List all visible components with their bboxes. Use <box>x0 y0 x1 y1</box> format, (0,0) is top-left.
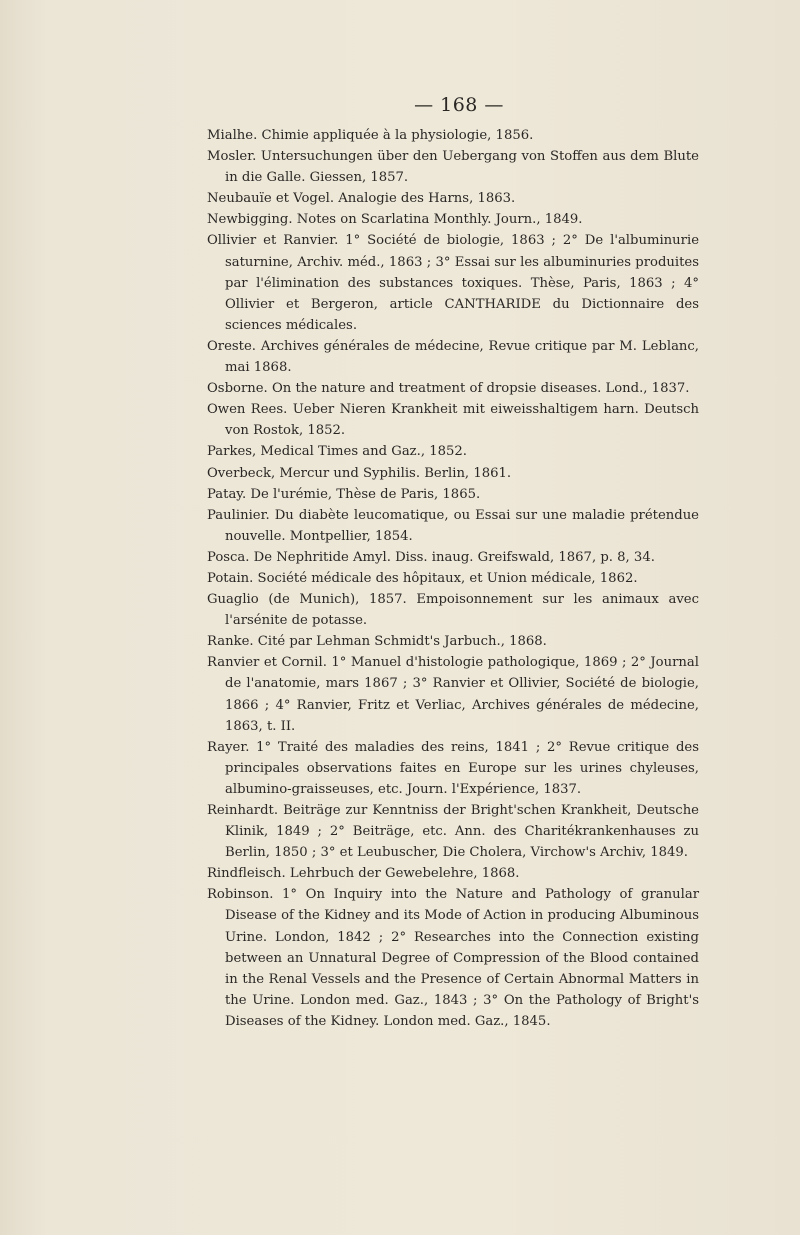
bibliography-entry: Ranvier et Cornil. 1° Manuel d'histologie pathologique, 1869 ; 2° Journal de l'anatomie, mars 1867 ; 3° Ranvier et Ollivier, Société de biologie, 1866 ; 4° Ranvier, Fritz et Verliac, Archives générales de médecine, 1863, t. II. <box>207 655 699 734</box>
bibliography-entry: Parkes, Medical Times and Gaz., 1852. <box>207 444 467 460</box>
bibliography-entry: Reinhardt. Beiträge zur Kenntniss der Bright'schen Krankheit, Deutsche Klinik, 1849 ; 2° Beiträge, etc. Ann. des Charitékrankenhauses zu Berlin, 1850 ; 3° et Leubuscher, Die Cholera, Virchow's Archiv, 1849. <box>207 803 699 861</box>
bibliography-entry: Mosler. Untersuchungen über den Uebergang von Stoffen aus dem Blute in die Galle. Giessen, 1857. <box>207 149 699 186</box>
bibliography-entry: Guaglio (de Munich), 1857. Empoisonnement sur les animaux avec l'arsénite de potasse. <box>207 592 699 629</box>
bibliography-list <box>207 125 699 1032</box>
bibliography-entry: Rindfleisch. Lehrbuch der Gewebelehre, 1868. <box>207 866 520 882</box>
bibliography-entry: Overbeck, Mercur und Syphilis. Berlin, 1861. <box>207 465 512 481</box>
bibliography-entry: Mialhe. Chimie appliquée à la physiologie, 1856. <box>207 128 534 143</box>
bibliography-entry: Owen Rees. Ueber Nieren Krankheit mit eiweisshaltigem harn. Deutsch von Rostok, 1852. <box>207 402 699 439</box>
bibliography-entry: Ollivier et Ranvier. 1° Société de biologie, 1863 ; 2° De l'albuminurie saturnine, Archiv. méd., 1863 ; 3° Essai sur les albuminuries produites par l'élimination des substances toxiques. Thèse, Paris, 1863 ; 4° Ollivier et Bergeron, article CANTHARIDE du Dictionnaire des sciences médicales. <box>207 233 699 333</box>
bibliography-entry: Oreste. Archives générales de médecine, Revue critique par M. Leblanc, mai 1868. <box>207 338 699 376</box>
page-number: — 168 — <box>414 94 504 116</box>
bibliography-entry: Patay. De l'urémie, Thèse de Paris, 1865. <box>207 486 481 502</box>
bibliography-entry: Posca. De Nephritide Amyl. Diss. inaug. Greifswald, 1867, p. 8, 34. <box>207 549 655 565</box>
bibliography-entry: Neubauïe et Vogel. Analogie des Harns, 1863. <box>207 191 516 207</box>
bibliography-entry: Ranke. Cité par Lehman Schmidt's Jarbuch., 1868. <box>207 634 547 650</box>
bibliography-entry: Osborne. On the nature and treatment of dropsie diseases. Lond., 1837. <box>207 381 690 397</box>
bibliography-entry: Robinson. 1° On Inquiry into the Nature and Pathology of granular Disease of the Kidney and its Mode of Action in producing Albuminous Urine. London, 1842 ; 2° Researches into the Connection existing between an Unnatural Degree of Compression of the Blood contained in the Renal Vessels and the Presence of Certain Abnormal Matters in the Urine. London med. Gaz., 1843 ; 3° On the Pathology of Bright's Diseases of the Kidney. London med. Gaz., 1845. <box>207 887 699 1029</box>
bibliography-entry: Paulinier. Du diabète leucomatique, ou Essai sur une maladie prétendue nouvelle. Montpellier, 1854. <box>207 507 699 544</box>
bibliography-entry: Newbigging. Notes on Scarlatina Monthly. Journ., 1849. <box>207 212 583 228</box>
bibliography-entry: Rayer. 1° Traité des maladies des reins, 1841 ; 2° Revue critique des principales observations faites en Europe sur les urines chyleuses, albumino-graisseuses, etc. Journ. l'Expérience, 1837. <box>207 739 699 797</box>
bibliography-entry: Potain. Société médicale des hôpitaux, et Union médicale, 1862. <box>207 570 638 586</box>
